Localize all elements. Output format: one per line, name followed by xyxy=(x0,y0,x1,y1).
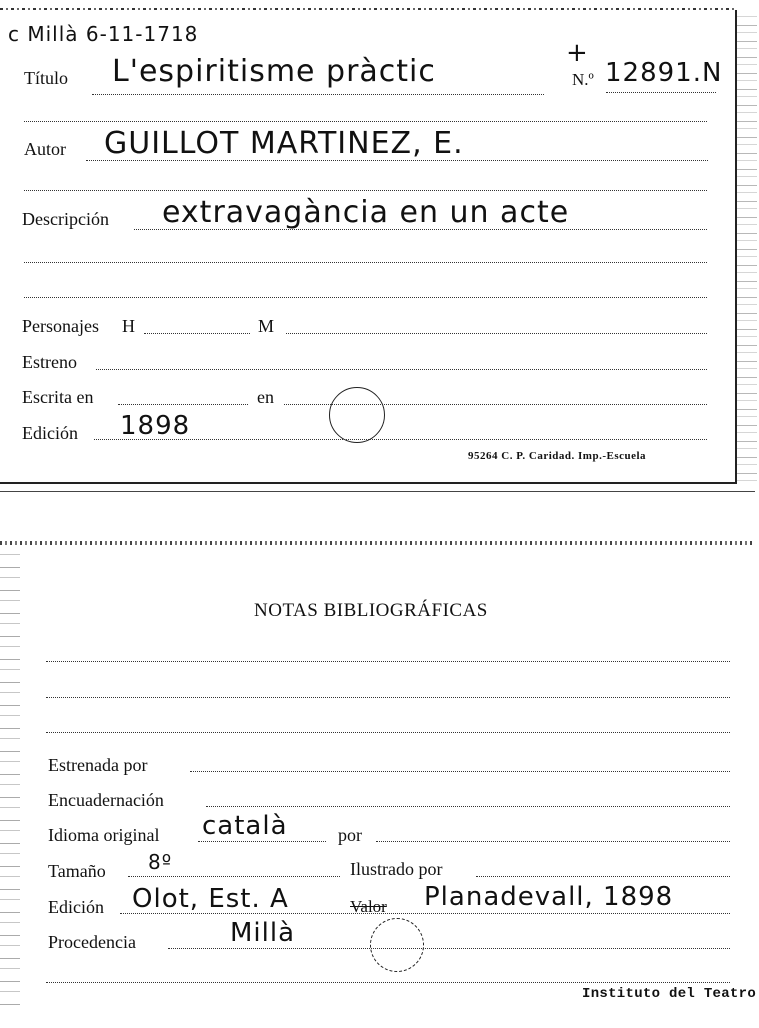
edicion-back-label: Edición xyxy=(48,897,104,917)
ilustrado-line xyxy=(476,876,730,877)
bottom-line xyxy=(46,982,730,983)
autor-value: GUILLOT MARTINEZ, E. xyxy=(104,126,464,161)
titulo-label: Título xyxy=(24,68,68,88)
estreno-line xyxy=(96,369,707,370)
edicion-value: 1898 xyxy=(120,411,191,441)
personajes-m-label: M xyxy=(258,316,275,336)
estrenada-label: Estrenada por xyxy=(48,755,148,775)
numero-line xyxy=(606,92,716,93)
procedencia-value: Millà xyxy=(230,918,296,948)
escrita-en-label: en xyxy=(257,387,274,407)
printer-imprint: 95264 C. P. Caridad. Imp.-Escuela xyxy=(468,450,647,462)
titulo-line xyxy=(92,94,544,95)
estrenada-line xyxy=(190,771,730,772)
notas-line-3 xyxy=(46,732,730,733)
idioma-por-label: por xyxy=(338,825,362,845)
escrita-line xyxy=(118,404,248,405)
escrita-label: Escrita en xyxy=(22,387,94,407)
notas-line-1 xyxy=(46,661,730,662)
autor-line-2 xyxy=(24,190,707,191)
edicion-back-value-left: Olot, Est. A xyxy=(132,884,289,914)
descripcion-value: extravagància en un acte xyxy=(162,195,570,230)
personajes-m-line xyxy=(286,333,707,334)
card-back-top-edge xyxy=(0,541,755,545)
valor-label: Valor xyxy=(350,897,387,916)
edicion-back-value-right: Planadevall, 1898 xyxy=(424,882,674,912)
titulo-line-2 xyxy=(24,121,707,122)
institute-imprint: Instituto del Teatro xyxy=(582,986,757,1002)
personajes-h-label: H xyxy=(122,316,135,336)
idioma-por-line xyxy=(376,841,730,842)
tamano-value: 8º xyxy=(148,850,173,874)
autor-label: Autor xyxy=(24,139,66,159)
descripcion-label: Descripción xyxy=(22,209,109,229)
cross-mark: + xyxy=(566,38,589,68)
descripcion-line-2 xyxy=(24,262,707,263)
edicion-label: Edición xyxy=(22,423,78,443)
handwritten-annotation: c Millà 6-11-1718 xyxy=(8,22,199,46)
encuadernacion-label: Encuadernación xyxy=(48,790,164,810)
titulo-value: L'espiritisme pràctic xyxy=(112,54,436,89)
ilustrado-label: Ilustrado por xyxy=(350,859,443,879)
card-back-left-edge xyxy=(0,545,20,1005)
idioma-value: català xyxy=(202,811,288,841)
notas-heading: NOTAS BIBLIOGRÁFICAS xyxy=(254,600,488,621)
personajes-label: Personajes xyxy=(22,316,99,336)
tamano-line xyxy=(128,876,340,877)
notas-line-2 xyxy=(46,697,730,698)
numero-label: N.º xyxy=(572,70,594,89)
personajes-h-line xyxy=(144,333,250,334)
idioma-line xyxy=(198,841,326,842)
descripcion-line-3 xyxy=(24,297,707,298)
encuadernacion-line xyxy=(206,806,730,807)
idioma-label: Idioma original xyxy=(48,825,160,845)
punch-hole xyxy=(329,387,385,443)
card-separator xyxy=(0,491,755,492)
procedencia-label: Procedencia xyxy=(48,932,136,952)
numero-value: 12891.N xyxy=(605,58,723,88)
card-front-right-edge xyxy=(737,10,757,482)
punch-hole-back xyxy=(370,918,424,972)
procedencia-line xyxy=(168,948,730,949)
tamano-label: Tamaño xyxy=(48,861,106,881)
estreno-label: Estreno xyxy=(22,352,77,372)
